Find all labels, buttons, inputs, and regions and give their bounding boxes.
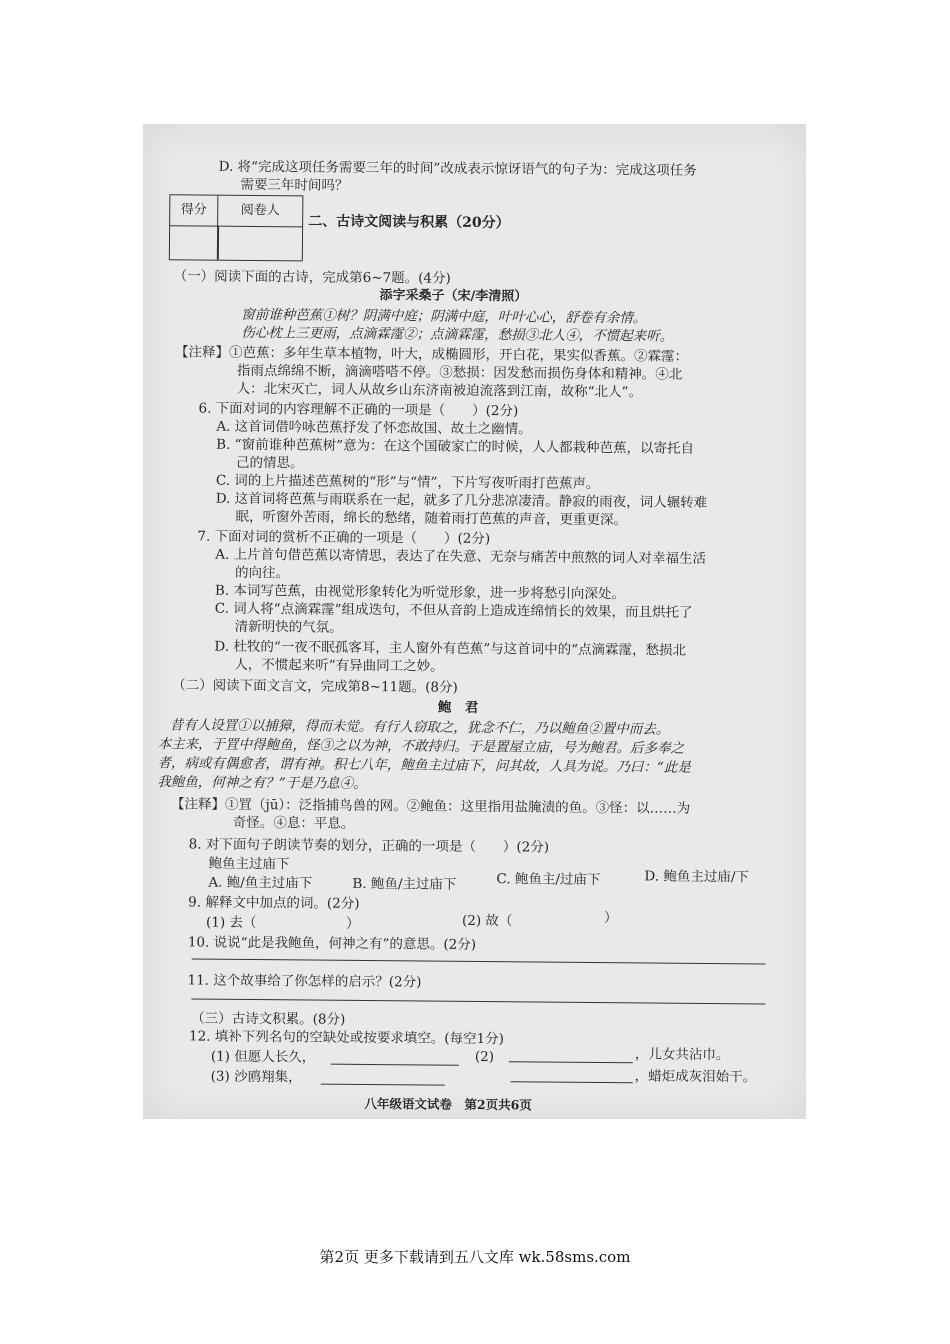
q7-option-a-1: A. 上片首句借芭蕉以寄情思，表达了在失意、无奈与痛苦中煎熬的词人对幸福生活	[215, 546, 707, 567]
q8-option-a: A. 鲍/鱼主过庙下	[208, 874, 313, 892]
q6-option-b-1: B. “窗前谁种芭蕉树”意为：在这个国破家亡的时候，人人都栽种芭蕉，以寄托自	[216, 436, 695, 457]
q7-option-a-2: 的向往。	[235, 564, 290, 582]
question-7: 7. 下面对词的赏析不正确的一项是（ ）(2分)	[197, 528, 491, 548]
score-table	[169, 194, 304, 261]
q12-item-2-end: ，儿女共沾巾。	[634, 1046, 730, 1064]
score-header: 得分	[170, 195, 218, 226]
poem-line-1: 窗前谁种芭蕉①树？阴满中庭；阴满中庭，叶叶心心，舒卷有余情。	[241, 306, 647, 327]
prose-line-2: 本主来，于罝中得鲍鱼，怪③之以为神，不敢持归。于是置屋立庙，号为鲍君。后多奉之	[157, 736, 685, 757]
q6-option-a: A. 这首词借吟咏芭蕉抒发了怀恋故国、故土之幽情。	[216, 418, 532, 438]
exam-photo	[143, 124, 806, 1119]
reviewer-header: 阅卷人	[218, 196, 302, 228]
prose-line-1: 昔有人设罝①以捕獐，得而未觉。有行人窃取之，犹念不仁，乃以鲍鱼②置中而去。	[169, 717, 670, 738]
q12-blank-2	[509, 1061, 633, 1063]
poem-title: 添字采桑子（宋/李清照）	[379, 288, 528, 305]
q12-blank-4	[511, 1081, 633, 1083]
q9-part-2: (2) 故（	[461, 912, 513, 930]
section-2-title: 二、古诗文阅读与积累（20分）	[308, 213, 510, 232]
q12-item-1: (1) 但愿人长久，	[210, 1048, 316, 1066]
q8-option-d: D. 鲍鱼主过庙/下	[644, 868, 750, 886]
prose-note-1: 【注释】①罝（jū）：泛指捕鸟兽的网。②鲍鱼：这里指用盐腌渍的鱼。③怪：以……为	[170, 796, 691, 817]
q7-option-c-1: C. 词人将“点滴霖霪”组成迭句，不但从音韵上造成连绵悄长的效果，而且烘托了	[214, 600, 693, 621]
q11-answer-line	[191, 998, 765, 1004]
q7-option-c-2: 清新明快的气氛。	[234, 618, 343, 636]
q8-option-c: C. 鲍鱼主/过庙下	[496, 871, 601, 889]
q7-option-d-2: 人，不惯起来听”有异曲同工之妙。	[234, 656, 444, 675]
q12-item-2: (2)	[474, 1048, 495, 1066]
q6-option-c: C. 词的上片描述芭蕉树的“形”与“情”，下片写夜听雨打芭蕉声。	[215, 472, 600, 492]
question-11: 11. 这个故事给了你怎样的启示？(2分)	[187, 972, 422, 991]
page-info: 八年级语文试卷 第2页共6页	[364, 1095, 532, 1113]
question-8: 8. 对下面句子朗读节奏的划分，正确的一项是（ ）(2分)	[188, 836, 550, 856]
question-9: 9. 解释文中加点的词。(2分)	[188, 894, 360, 912]
q10-answer-line	[192, 958, 766, 964]
option-d-line-2: 需要三年时间吗？	[240, 176, 349, 194]
q8-option-b: B. 鲍鱼/主过庙下	[352, 875, 457, 893]
table-divider	[217, 226, 219, 260]
part-3-heading: （三）古诗文积累。(8分)	[191, 1010, 346, 1028]
q6-option-d-2: 眠，听窗外苦雨，绵长的愁绪，随着雨打芭蕉的声音，更重更深。	[235, 508, 628, 529]
poem-note-1: 【注释】①芭蕉：多年生草本植物，叶大，成椭圆形，开白花，果实似香蕉。②霖霪：	[174, 344, 689, 365]
q12-blank-3	[321, 1084, 445, 1086]
q7-option-d-1: D. 杜牧的“一夜不眠孤客耳，主人窗外有芭蕉”与这首词中的“点滴霖霪，愁损北	[214, 638, 687, 659]
q12-item-4-end: ，蜡炬成灰泪始干。	[634, 1068, 757, 1086]
option-d-line-1: D. 将“完成这项任务需要三年的时间”改成表示惊讶语气的句子为：完成这项任务	[218, 158, 697, 179]
part-2-heading: （二）阅读下面文言文，完成第8~11题。(8分)	[172, 677, 458, 696]
poem-line-2: 伤心枕上三更雨，点滴霖霪②；点滴霖霪，愁损③北人④，不惯起来听。	[241, 324, 674, 345]
q12-item-3: (3) 沙鸥翔集，	[210, 1068, 302, 1086]
q9-part-1-close: ）	[345, 915, 360, 932]
q12-blank-1	[331, 1064, 459, 1066]
q6-option-d-1: D. 这首词将芭蕉与雨联系在一起，就多了几分悲凉凄清。静寂的雨夜，词人辗转难	[215, 490, 708, 511]
part-1-heading: （一）阅读下面的古诗，完成第6~7题。(4分)	[173, 268, 451, 287]
q6-option-b-2: 己的情思。	[235, 454, 304, 472]
prose-note-2: 奇怪。④息：平息。	[232, 814, 355, 832]
q9-part-2-close: ）	[604, 910, 618, 927]
exam-page-content	[143, 124, 806, 1119]
poem-note-3: 人：北宋灭亡，词人从故乡山东济南被迫流落到江南，故称“北人”。	[236, 380, 643, 401]
prose-title: 鲍 君	[437, 699, 479, 716]
q8-sentence: 鲍鱼主过庙下	[208, 855, 290, 873]
poem-note-2: 指雨点绵绵不断，滴滴嗒嗒不停。③愁损：因发愁而损伤身体和精神。④北	[236, 362, 683, 383]
question-10: 10. 说说“此是我鲍鱼，何神之有”的意思。(2分)	[187, 934, 477, 953]
question-6: 6. 下面对词的内容理解不正确的一项是（ ）(2分)	[198, 400, 519, 420]
prose-line-4: 我鲍鱼，何神之有？”于是乃息④。	[157, 774, 367, 792]
q7-option-b: B. 本词写芭蕉，由视觉形象转化为听觉形象，进一步将愁引向深处。	[214, 582, 626, 603]
question-12: 12. 填补下列名句的空缺处或按要求填空。(每空1分)	[188, 1028, 504, 1048]
q9-part-1: (1) 去（	[205, 914, 257, 932]
page-footer: 第2页 更多下载请到五八文库 wk.58sms.com	[319, 1248, 631, 1266]
prose-line-3: 者，病或有偶愈者，谓有神。积七八年，鲍鱼主过庙下，问其故，人具为说。乃曰：“此是	[157, 755, 691, 776]
